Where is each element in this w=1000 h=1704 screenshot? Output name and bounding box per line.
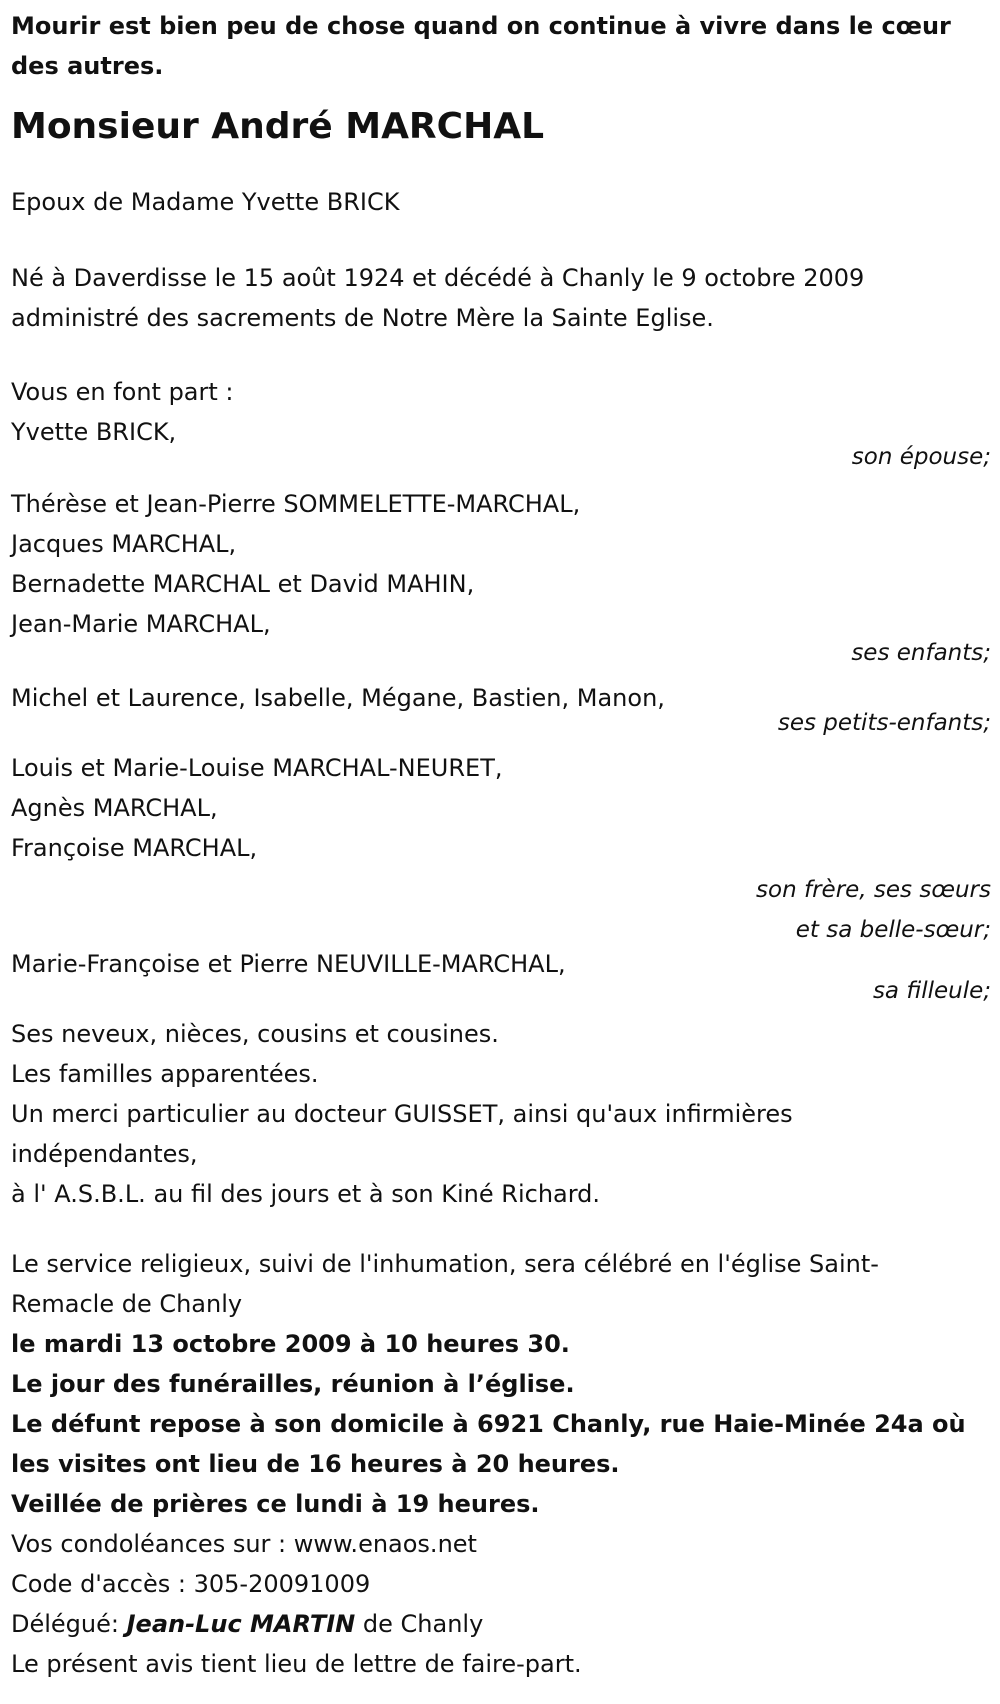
spouse-line: Epoux de Madame Yvette BRICK bbox=[11, 188, 400, 216]
delegate-label: Délégué: bbox=[11, 1610, 127, 1638]
service-vigil: Veillée de prières ce lundi à 19 heures. bbox=[11, 1490, 540, 1518]
birth-death-line-2: administré des sacrements de Notre Mère la Sainte Eglise. bbox=[11, 304, 714, 332]
service-meeting: Le jour des funérailles, réunion à l’église. bbox=[11, 1370, 575, 1398]
service-line-2: Remacle de Chanly bbox=[11, 1290, 243, 1318]
family-spouse-name: Yvette BRICK, bbox=[11, 418, 177, 446]
epigraph-line-2: des autres. bbox=[11, 52, 164, 80]
epigraph bbox=[11, 6, 991, 86]
family-goddaughter: Marie-Françoise et Pierre NEUVILLE-MARCHAL, bbox=[11, 950, 566, 978]
service-date: le mardi 13 octobre 2009 à 10 heures 30. bbox=[11, 1330, 570, 1358]
family-child-4: Jean-Marie MARCHAL, bbox=[11, 610, 271, 638]
family-sibling-3: Françoise MARCHAL, bbox=[11, 834, 258, 862]
others-line-5: à l' A.S.B.L. au fil des jours et à son Kiné Richard. bbox=[11, 1180, 601, 1208]
service-visits: les visites ont lieu de 16 heures à 20 heures. bbox=[11, 1450, 620, 1478]
delegate-place: de Chanly bbox=[355, 1610, 484, 1638]
family-spouse-relation: son épouse; bbox=[851, 444, 991, 470]
family-siblings-relation-1: son frère, ses sœurs bbox=[756, 877, 991, 903]
epigraph-line-1: Mourir est bien peu de chose quand on continue à vivre dans le cœur bbox=[11, 12, 951, 40]
family-children-relation: ses enfants; bbox=[851, 640, 991, 666]
announce-intro: Vous en font part : bbox=[11, 378, 234, 406]
birth-death-line-1: Né à Daverdisse le 15 août 1924 et décédé à Chanly le 9 octobre 2009 bbox=[11, 264, 865, 292]
family-sibling-1: Louis et Marie-Louise MARCHAL-NEURET, bbox=[11, 754, 503, 782]
family-grandchildren: Michel et Laurence, Isabelle, Mégane, Bastien, Manon, bbox=[11, 684, 665, 712]
others-line-2: Les familles apparentées. bbox=[11, 1060, 319, 1088]
family-child-2: Jacques MARCHAL, bbox=[11, 530, 237, 558]
others-line-1: Ses neveux, nièces, cousins et cousines. bbox=[11, 1020, 499, 1048]
condolences-line: Vos condoléances sur : www.enaos.net bbox=[11, 1530, 477, 1558]
access-code-line: Code d'accès : 305-20091009 bbox=[11, 1570, 371, 1598]
delegate-name: Jean-Luc MARTIN bbox=[126, 1610, 356, 1638]
service-line-1: Le service religieux, suivi de l'inhumation, sera célébré en l'église Saint- bbox=[11, 1250, 879, 1278]
delegate-line bbox=[11, 1604, 991, 1644]
family-sibling-2: Agnès MARCHAL, bbox=[11, 794, 218, 822]
family-grandchildren-relation: ses petits-enfants; bbox=[777, 710, 991, 736]
family-child-1: Thérèse et Jean-Pierre SOMMELETTE-MARCHAL, bbox=[11, 490, 581, 518]
family-child-3: Bernadette MARCHAL et David MAHIN, bbox=[11, 570, 475, 598]
family-siblings-relation-2: et sa belle-sœur; bbox=[795, 917, 991, 943]
others-line-4: indépendantes, bbox=[11, 1140, 198, 1168]
others-line-3: Un merci particulier au docteur GUISSET, ainsi qu'aux infirmières bbox=[11, 1100, 793, 1128]
notice-line: Le présent avis tient lieu de lettre de faire-part. bbox=[11, 1650, 582, 1678]
obituary-notice bbox=[11, 0, 991, 1684]
deceased-name-title: Monsieur André MARCHAL bbox=[11, 106, 545, 147]
service-residence: Le défunt repose à son domicile à 6921 Chanly, rue Haie-Minée 24a où bbox=[11, 1410, 966, 1438]
family-goddaughter-relation: sa filleule; bbox=[872, 978, 991, 1004]
